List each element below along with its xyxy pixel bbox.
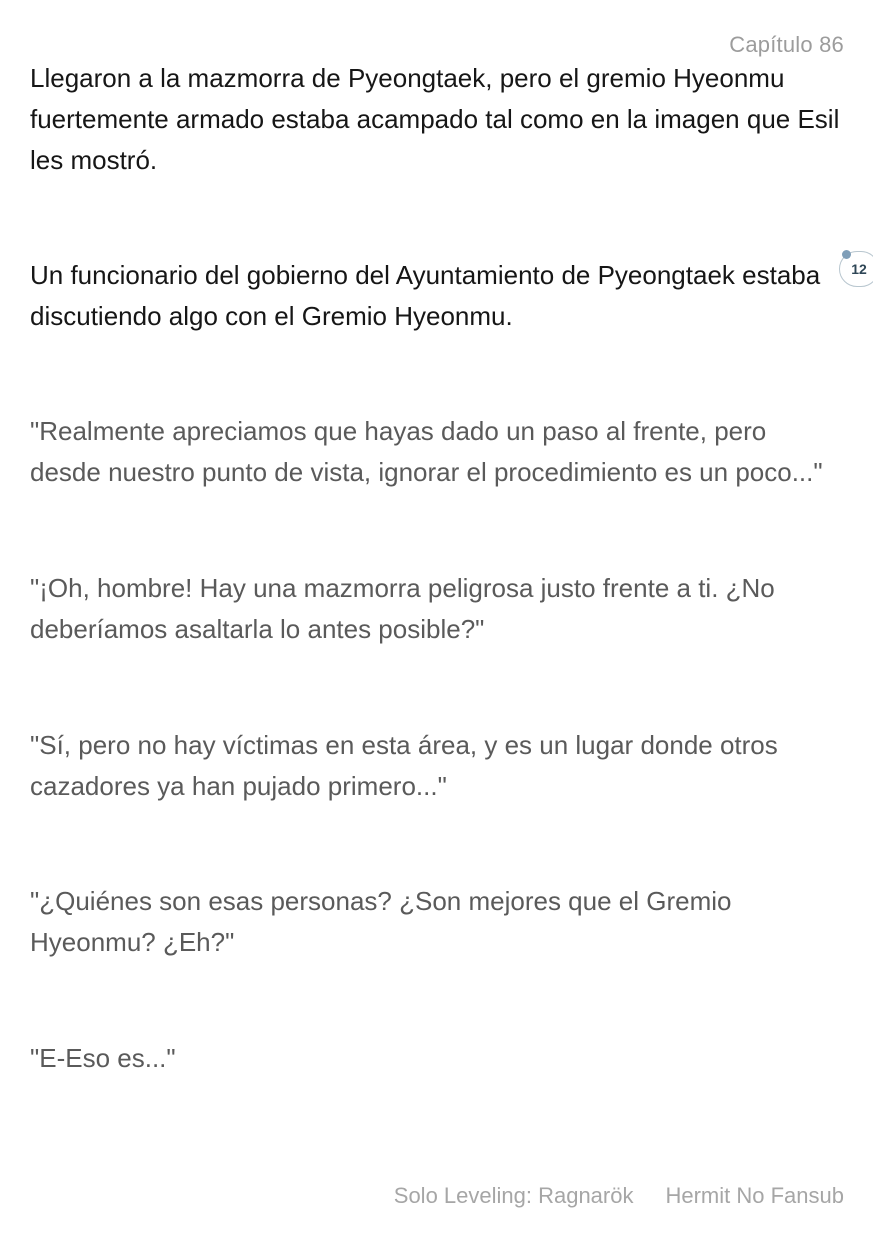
footer-credit: Hermit No Fansub [665, 1183, 844, 1208]
paragraph-dialogue: "Realmente apreciamos que hayas dado un paso al frente, pero desde nuestro punto de vista, ignorar el procedimiento es un poco..." [30, 416, 823, 487]
paragraph-dialogue: "¿Quiénes son esas personas? ¿Son mejores que el Gremio Hyeonmu? ¿Eh?" [30, 886, 732, 957]
paragraph-dialogue: "Sí, pero no hay víctimas en esta área, y es un lugar donde otros cazadores ya han pujado primero..." [30, 730, 778, 801]
paragraph-dialogue: "E-Eso es..." [30, 1043, 176, 1073]
footer [394, 1183, 844, 1209]
page-number: 12 [851, 261, 867, 277]
paragraph-dialogue: "¡Oh, hombre! Hay una mazmorra peligrosa justo frente a ti. ¿No deberíamos asaltarla lo antes posible?" [30, 573, 775, 644]
paragraph-narration: Un funcionario del gobierno del Ayuntamiento de Pyeongtaek estaba discutiendo algo con el Gremio Hyeonmu. [30, 260, 821, 331]
progress-dot-icon [842, 250, 851, 259]
paragraph-narration: Llegaron a la mazmorra de Pyeongtaek, pero el gremio Hyeonmu fuertemente armado estaba acampado tal como en la imagen que Esil les mostró. [30, 63, 840, 175]
chapter-label: Capítulo 86 [729, 32, 844, 57]
footer-title: Solo Leveling: Ragnarök [393, 1183, 634, 1208]
chapter-text [30, 58, 840, 1079]
